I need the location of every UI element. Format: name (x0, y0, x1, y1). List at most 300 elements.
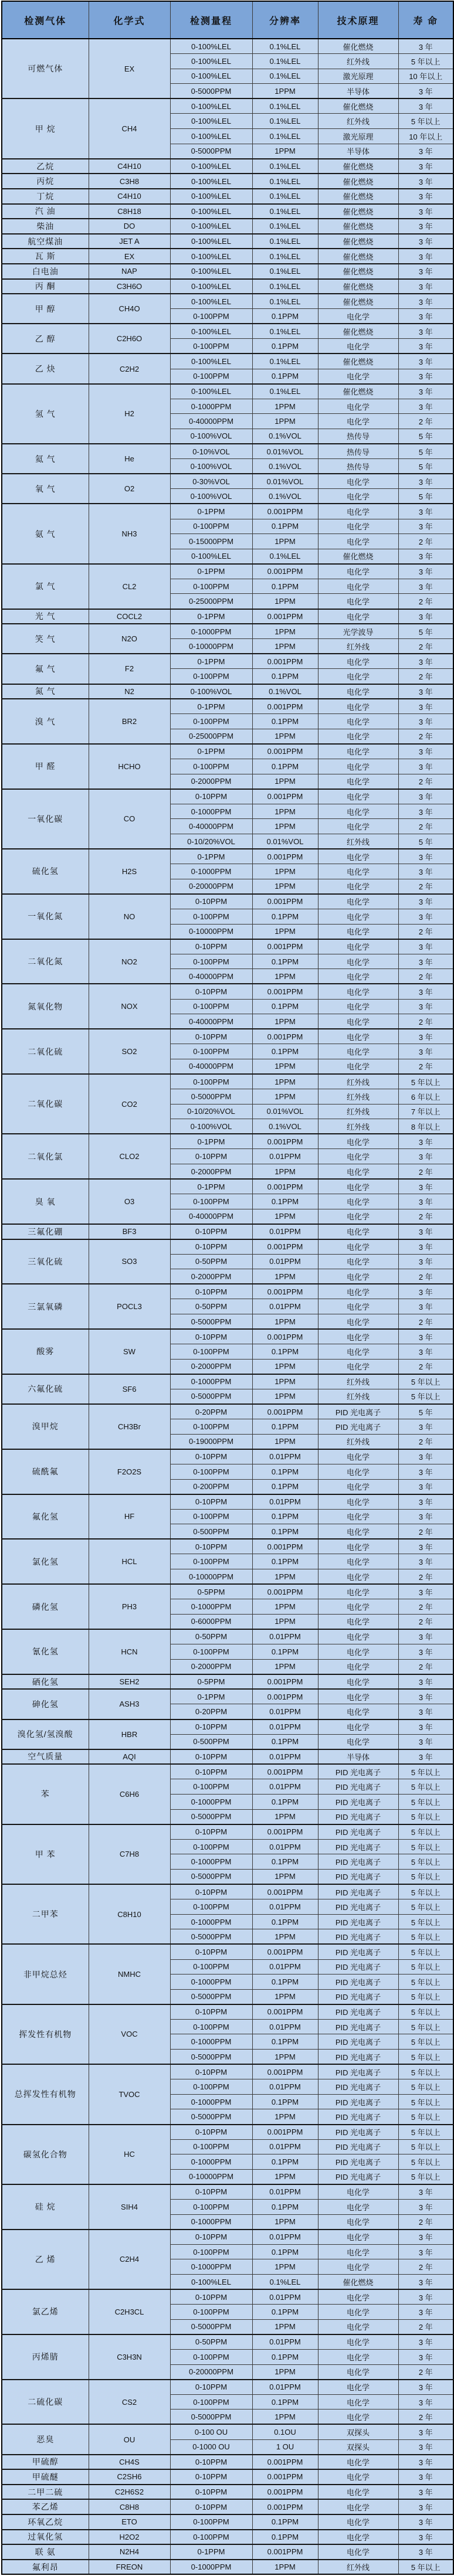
principle-cell: 电化学 (318, 744, 398, 759)
resolution-cell: 0.01PPM (252, 1959, 318, 1975)
principle-cell: 催化燃烧 (318, 98, 398, 114)
gas-name-cell: 恶臭 (2, 2424, 89, 2454)
principle-cell: 光学波导 (318, 624, 398, 639)
gas-row (2, 1584, 453, 1599)
gas-name-cell: 乙 炔 (2, 354, 89, 383)
principle-cell: 电化学 (318, 1179, 398, 1194)
range-cell: 0-1000PPM (170, 2154, 252, 2170)
resolution-cell: 0.01PPM (252, 2184, 318, 2200)
resolution-cell: 0.01%VOL (252, 1104, 318, 1119)
range-cell: 0-100PPM (170, 1464, 252, 1479)
gas-name-cell: 甲硫醇 (2, 2455, 89, 2470)
principle-cell: 电化学 (318, 1704, 398, 1719)
formula-cell: C3H6O (89, 279, 170, 294)
lifespan-cell: 3 年 (398, 1704, 453, 1719)
gas-spec-table (1, 1, 454, 2575)
principle-cell: 电化学 (318, 1464, 398, 1479)
principle-cell: PID 光电离子 (318, 1404, 398, 1419)
formula-cell: C2H4 (89, 2230, 170, 2289)
lifespan-cell: 3 年 (398, 204, 453, 219)
principle-cell: 电化学 (318, 2394, 398, 2410)
range-cell: 0-25000PPM (170, 729, 252, 744)
gas-row (2, 1329, 453, 1344)
principle-cell: 催化燃烧 (318, 354, 398, 369)
range-cell: 0-1000PPM (170, 2560, 252, 2575)
resolution-cell: 0.1PPM (252, 1464, 318, 1479)
formula-cell: CH3Br (89, 1404, 170, 1449)
range-cell: 0-100%LEL (170, 98, 252, 114)
resolution-cell: 0.001PPM (252, 2485, 318, 2500)
range-cell: 0-5PPM (170, 1584, 252, 1599)
resolution-cell: 0.1PPM (252, 2154, 318, 2170)
resolution-cell: 0.1PPM (252, 999, 318, 1014)
resolution-cell: 1PPM (252, 1989, 318, 2004)
gas-row (2, 98, 453, 114)
resolution-cell: 0.001PPM (252, 609, 318, 624)
lifespan-cell: 3 年 (398, 2499, 453, 2514)
formula-cell: C4H10 (89, 189, 170, 204)
lifespan-cell: 3 年 (398, 1749, 453, 1765)
range-cell: 0-1000PPM (170, 1794, 252, 1809)
gas-name-cell: 氮氧化物 (2, 984, 89, 1029)
range-cell: 0-10000PPM (170, 1569, 252, 1585)
principle-cell: 红外线 (318, 1119, 398, 1134)
resolution-cell: 1PPM (252, 1359, 318, 1374)
principle-cell: 激光原理 (318, 129, 398, 144)
range-cell: 0-1000PPM (170, 1975, 252, 1990)
resolution-cell: 0.001PPM (252, 849, 318, 864)
range-cell: 0-2000PPM (170, 774, 252, 789)
lifespan-cell: 3 年 (398, 759, 453, 774)
range-cell: 0-100%LEL (170, 219, 252, 234)
formula-cell: ASH3 (89, 1689, 170, 1719)
principle-cell: 红外线 (318, 1104, 398, 1119)
range-cell: 0-100%LEL (170, 54, 252, 69)
range-cell: 0-500PPM (170, 1734, 252, 1749)
gas-row (2, 654, 453, 669)
principle-cell: PID 光电离子 (318, 2064, 398, 2079)
lifespan-cell: 3 年 (398, 654, 453, 669)
lifespan-cell: 2 年 (398, 534, 453, 549)
resolution-cell: 0.1%VOL (252, 489, 318, 504)
gas-row (2, 1239, 453, 1255)
principle-cell: 电化学 (318, 1689, 398, 1704)
lifespan-cell: 10 年以上 (398, 129, 453, 144)
resolution-cell: 0.1PPM (252, 1524, 318, 1540)
principle-cell: 电化学 (318, 1599, 398, 1615)
range-cell: 0-100PPM (170, 1344, 252, 1360)
lifespan-cell: 3 年 (398, 1464, 453, 1479)
resolution-cell: 1PPM (252, 534, 318, 549)
range-cell: 0-100PPM (170, 1554, 252, 1569)
resolution-cell: 0.1PPM (252, 1344, 318, 1360)
resolution-cell: 0.1%LEL (252, 39, 318, 54)
resolution-cell: 0.001PPM (252, 1824, 318, 1840)
range-cell: 0-1000 OU (170, 2439, 252, 2455)
range-cell: 0-10PPM (170, 1824, 252, 1840)
principle-cell: 电化学 (318, 1014, 398, 1029)
lifespan-cell: 3 年 (398, 939, 453, 954)
lifespan-cell: 3 年 (398, 1419, 453, 1435)
principle-cell: 电化学 (318, 339, 398, 354)
lifespan-cell: 3 年 (398, 549, 453, 564)
gas-name-cell: 丁烷 (2, 189, 89, 204)
resolution-cell: 1PPM (252, 1569, 318, 1585)
range-cell: 0-10PPM (170, 2004, 252, 2020)
gas-row (2, 1494, 453, 1510)
principle-cell: 热传导 (318, 459, 398, 474)
principle-cell: 电化学 (318, 2499, 398, 2514)
principle-cell: PID 光电离子 (318, 2034, 398, 2050)
lifespan-cell: 3 年 (398, 1029, 453, 1044)
lifespan-cell: 2 年 (398, 774, 453, 789)
lifespan-cell: 5 年以上 (398, 2019, 453, 2034)
range-cell: 0-20PPM (170, 1704, 252, 1719)
range-cell: 0-200PPM (170, 1479, 252, 1494)
range-cell: 0-100%LEL (170, 189, 252, 204)
resolution-cell: 0.1PPM (252, 2394, 318, 2410)
resolution-cell: 0.1PPM (252, 1479, 318, 1494)
range-cell: 0-5000PPM (170, 84, 252, 99)
lifespan-cell: 5 年以上 (398, 2154, 453, 2170)
principle-cell: 红外线 (318, 2560, 398, 2575)
principle-cell: 热传导 (318, 444, 398, 459)
principle-cell: PID 光电离子 (318, 1959, 398, 1975)
range-cell: 0-1PPM (170, 1134, 252, 1149)
range-cell: 0-10PPM (170, 1884, 252, 1899)
principle-cell: PID 光电离子 (318, 1989, 398, 2004)
principle-cell: 电化学 (318, 1584, 398, 1599)
principle-cell: 电化学 (318, 2469, 398, 2485)
principle-cell: 电化学 (318, 414, 398, 429)
range-cell: 0-5000PPM (170, 2050, 252, 2065)
principle-cell: 电化学 (318, 1524, 398, 1540)
gas-row (2, 2424, 453, 2439)
range-cell: 0-1000PPM (170, 1374, 252, 1389)
range-cell: 0-5000PPM (170, 2410, 252, 2425)
formula-cell: ETO (89, 2514, 170, 2530)
resolution-cell: 0.001PPM (252, 2469, 318, 2485)
principle-cell: 电化学 (318, 684, 398, 699)
principle-cell: 红外线 (318, 1434, 398, 1449)
lifespan-cell: 5 年以上 (398, 1824, 453, 1840)
gas-row (2, 2485, 453, 2500)
lifespan-cell: 3 年 (398, 609, 453, 624)
principle-cell: PID 光电离子 (318, 2154, 398, 2170)
lifespan-cell: 5 年以上 (398, 1914, 453, 1929)
resolution-cell: 0.01PPM (252, 1629, 318, 1644)
gas-name-cell: 苯乙烯 (2, 2499, 89, 2514)
gas-row (2, 744, 453, 759)
gas-name-cell: 磷化氢 (2, 1584, 89, 1629)
gas-name-cell: 空气质量 (2, 1749, 89, 1765)
lifespan-cell: 5 年 (398, 624, 453, 639)
principle-cell: 催化燃烧 (318, 219, 398, 234)
principle-cell: 电化学 (318, 1044, 398, 1059)
principle-cell: 催化燃烧 (318, 294, 398, 309)
lifespan-cell: 3 年 (398, 279, 453, 294)
resolution-cell: 1PPM (252, 819, 318, 834)
lifespan-cell: 5 年以上 (398, 1884, 453, 1899)
range-cell: 0-30%VOL (170, 474, 252, 489)
principle-cell: 半导体 (318, 144, 398, 159)
resolution-cell: 1PPM (252, 1314, 318, 1329)
gas-name-cell: 乙烷 (2, 159, 89, 174)
lifespan-cell: 3 年 (398, 714, 453, 729)
resolution-cell: 0.001PPM (252, 2004, 318, 2020)
resolution-cell: 0.1PPM (252, 1194, 318, 1209)
resolution-cell: 0.1%VOL (252, 1119, 318, 1134)
lifespan-cell: 3 年 (398, 564, 453, 579)
principle-cell: 电化学 (318, 2364, 398, 2380)
gas-row (2, 1629, 453, 1644)
resolution-cell: 0.1%LEL (252, 114, 318, 129)
lifespan-cell: 3 年 (398, 399, 453, 414)
resolution-cell: 0.01PPM (252, 2230, 318, 2245)
resolution-cell: 0.001PPM (252, 789, 318, 804)
range-cell: 0-1000PPM (170, 399, 252, 414)
formula-cell: HCL (89, 1539, 170, 1584)
principle-cell: 电化学 (318, 2230, 398, 2245)
resolution-cell: 0.1%LEL (252, 219, 318, 234)
principle-cell: 电化学 (318, 954, 398, 969)
principle-cell: PID 光电离子 (318, 2004, 398, 2020)
range-cell: 0-50PPM (170, 1299, 252, 1314)
range-cell: 0-5000PPM (170, 1389, 252, 1404)
range-cell: 0-50PPM (170, 2334, 252, 2350)
gas-name-cell: 二甲苯 (2, 1884, 89, 1944)
formula-cell: FREON (89, 2560, 170, 2575)
principle-cell: PID 光电离子 (318, 1854, 398, 1870)
resolution-cell: 0.01%VOL (252, 474, 318, 489)
gas-row (2, 1539, 453, 1554)
principle-cell: 电化学 (318, 1029, 398, 1044)
range-cell: 0-100PPM (170, 1044, 252, 1059)
range-cell: 0-10PPM (170, 1284, 252, 1299)
lifespan-cell: 5 年以上 (398, 1975, 453, 1990)
gas-name-cell: 三氯氧磷 (2, 1284, 89, 1329)
lifespan-cell: 5 年以上 (398, 2560, 453, 2575)
lifespan-cell: 3 年 (398, 504, 453, 519)
principle-cell: 红外线 (318, 54, 398, 69)
lifespan-cell: 3 年 (398, 2514, 453, 2530)
principle-cell: 电化学 (318, 2289, 398, 2305)
lifespan-cell: 3 年 (398, 2244, 453, 2259)
resolution-cell: 1PPM (252, 1209, 318, 1224)
formula-cell: NOX (89, 984, 170, 1029)
formula-cell: SIH4 (89, 2184, 170, 2230)
principle-cell: 电化学 (318, 969, 398, 984)
gas-row (2, 2289, 453, 2305)
lifespan-cell: 2 年 (398, 1059, 453, 1074)
lifespan-cell: 3 年 (398, 474, 453, 489)
gas-name-cell: 三氧化硫 (2, 1239, 89, 1284)
lifespan-cell: 3 年 (398, 864, 453, 879)
formula-cell: CH4 (89, 98, 170, 158)
range-cell: 0-100 OU (170, 2424, 252, 2439)
resolution-cell: 0.01PPM (252, 1899, 318, 1915)
gas-row (2, 1689, 453, 1704)
gas-name-cell: 甲硫醚 (2, 2469, 89, 2485)
range-cell: 0-100PPM (170, 1959, 252, 1975)
gas-row (2, 2230, 453, 2245)
resolution-cell: 0.1%LEL (252, 189, 318, 204)
resolution-cell: 0.1%LEL (252, 549, 318, 564)
principle-cell: 电化学 (318, 699, 398, 714)
range-cell: 0-100%LEL (170, 129, 252, 144)
resolution-cell: 0.01PPM (252, 2380, 318, 2395)
range-cell: 0-10PPM (170, 2289, 252, 2305)
gas-name-cell: 二硫化碳 (2, 2380, 89, 2425)
gas-name-cell: 甲 醇 (2, 294, 89, 324)
range-cell: 0-10PPM (170, 939, 252, 954)
range-cell: 0-40000PPM (170, 1014, 252, 1029)
gas-name-cell: 溴 气 (2, 699, 89, 744)
principle-cell: 电化学 (318, 2259, 398, 2275)
lifespan-cell: 2 年 (398, 594, 453, 609)
resolution-cell: 0.1PPM (252, 1509, 318, 1524)
range-cell: 0-100PPM (170, 1194, 252, 1209)
resolution-cell: 0.001PPM (252, 1764, 318, 1779)
range-cell: 0-100PPM (170, 1779, 252, 1795)
range-cell: 0-10PPM (170, 1149, 252, 1164)
principle-cell: 电化学 (318, 714, 398, 729)
lifespan-cell: 3 年 (398, 1179, 453, 1194)
principle-cell: 电化学 (318, 1359, 398, 1374)
principle-cell: 电化学 (318, 1299, 398, 1314)
resolution-cell: 0.001PPM (252, 1134, 318, 1149)
gas-row (2, 474, 453, 489)
lifespan-cell: 5 年以上 (398, 54, 453, 69)
gas-name-cell: 可燃气体 (2, 39, 89, 98)
formula-cell: TVOC (89, 2064, 170, 2124)
lifespan-cell: 3 年 (398, 1329, 453, 1344)
range-cell: 0-100PPM (170, 759, 252, 774)
formula-cell: BR2 (89, 699, 170, 744)
range-cell: 0-100PPM (170, 519, 252, 534)
resolution-cell: 0.1PPM (252, 2094, 318, 2109)
gas-name-cell: 丙 酮 (2, 279, 89, 294)
formula-cell: C3H8 (89, 174, 170, 189)
resolution-cell: 0.1PPM (252, 1044, 318, 1059)
lifespan-cell: 3 年 (398, 189, 453, 204)
range-cell: 0-5000PPM (170, 2109, 252, 2125)
range-cell: 0-1000PPM (170, 1854, 252, 1870)
range-cell: 0-10/20%VOL (170, 1104, 252, 1119)
resolution-cell: 1PPM (252, 84, 318, 99)
gas-name-cell: 氰化氢 (2, 1629, 89, 1674)
gas-name-cell: 氦 气 (2, 444, 89, 474)
lifespan-cell: 3 年 (398, 2485, 453, 2500)
resolution-cell: 1PPM (252, 1929, 318, 1945)
resolution-cell: 0.1PPM (252, 1914, 318, 1929)
resolution-cell: 0.01PPM (252, 1149, 318, 1164)
gas-name-cell: 氟利昂 (2, 2560, 89, 2575)
gas-row (2, 789, 453, 804)
range-cell: 0-100%LEL (170, 324, 252, 339)
lifespan-cell: 2 年 (398, 1014, 453, 1029)
range-cell: 0-10%VOL (170, 444, 252, 459)
formula-cell: NH3 (89, 504, 170, 563)
principle-cell: 电化学 (318, 849, 398, 864)
principle-cell: 电化学 (318, 1539, 398, 1554)
principle-cell: 电化学 (318, 2514, 398, 2530)
lifespan-cell: 3 年 (398, 1044, 453, 1059)
gas-name-cell: 溴化氢/氢溴酸 (2, 1719, 89, 1749)
lifespan-cell: 2 年 (398, 729, 453, 744)
lifespan-cell: 3 年 (398, 234, 453, 249)
formula-cell: CO2 (89, 1074, 170, 1134)
principle-cell: 催化燃烧 (318, 2274, 398, 2289)
resolution-cell: 1PPM (252, 2050, 318, 2065)
principle-cell: 催化燃烧 (318, 174, 398, 189)
formula-cell: CH4S (89, 2455, 170, 2470)
lifespan-cell: 3 年 (398, 789, 453, 804)
gas-name-cell: 总挥发性有机物 (2, 2064, 89, 2124)
principle-cell: 红外线 (318, 639, 398, 654)
lifespan-cell: 2 年 (398, 669, 453, 684)
range-cell: 0-10PPM (170, 984, 252, 999)
resolution-cell: 0.1PPM (252, 669, 318, 684)
resolution-cell: 1PPM (252, 729, 318, 744)
lifespan-cell: 2 年 (398, 1269, 453, 1284)
lifespan-cell: 5 年以上 (398, 1074, 453, 1089)
gas-name-cell: 乙 烯 (2, 2230, 89, 2289)
resolution-cell: 0.001PPM (252, 1674, 318, 1690)
gas-row (2, 1374, 453, 1389)
resolution-cell: 0.1PPM (252, 2530, 318, 2545)
principle-cell: 电化学 (318, 894, 398, 909)
gas-row (2, 174, 453, 189)
lifespan-cell: 3 年 (398, 339, 453, 354)
resolution-cell: 1PPM (252, 399, 318, 414)
lifespan-cell: 3 年 (398, 2200, 453, 2215)
principle-cell: 电化学 (318, 309, 398, 324)
resolution-cell: 0.1PPM (252, 579, 318, 594)
lifespan-cell: 3 年 (398, 1449, 453, 1464)
lifespan-cell: 3 年 (398, 579, 453, 594)
range-cell: 0-20000PPM (170, 2364, 252, 2380)
lifespan-cell: 3 年 (398, 1479, 453, 1494)
resolution-cell: 0.1PPM (252, 1794, 318, 1809)
range-cell: 0-1PPM (170, 1179, 252, 1194)
range-cell: 0-2000PPM (170, 1164, 252, 1180)
lifespan-cell: 3 年 (398, 804, 453, 819)
gas-name-cell: 硫酰氟 (2, 1449, 89, 1494)
formula-cell: H2S (89, 849, 170, 894)
range-cell: 0-100%VOL (170, 459, 252, 474)
formula-cell: JET A (89, 234, 170, 249)
resolution-cell: 0.01%VOL (252, 444, 318, 459)
lifespan-cell: 5 年以上 (398, 1389, 453, 1404)
range-cell: 0-10PPM (170, 1329, 252, 1344)
header-principle: 技术原理 (318, 1, 398, 39)
resolution-cell: 0.1PPM (252, 2305, 318, 2320)
formula-cell: HC (89, 2125, 170, 2184)
resolution-cell: 1PPM (252, 594, 318, 609)
lifespan-cell: 3 年 (398, 684, 453, 699)
resolution-cell: 0.001PPM (252, 2499, 318, 2514)
gas-name-cell: 溴甲烷 (2, 1404, 89, 1449)
gas-name-cell: 二甲二硫 (2, 2485, 89, 2500)
range-cell: 0-100PPM (170, 2349, 252, 2364)
principle-cell: PID 光电离子 (318, 2094, 398, 2109)
range-cell: 0-10PPM (170, 1719, 252, 1735)
resolution-cell: 1PPM (252, 414, 318, 429)
formula-cell: C8H10 (89, 1884, 170, 1944)
range-cell: 0-1PPM (170, 564, 252, 579)
formula-cell: CLO2 (89, 1134, 170, 1179)
